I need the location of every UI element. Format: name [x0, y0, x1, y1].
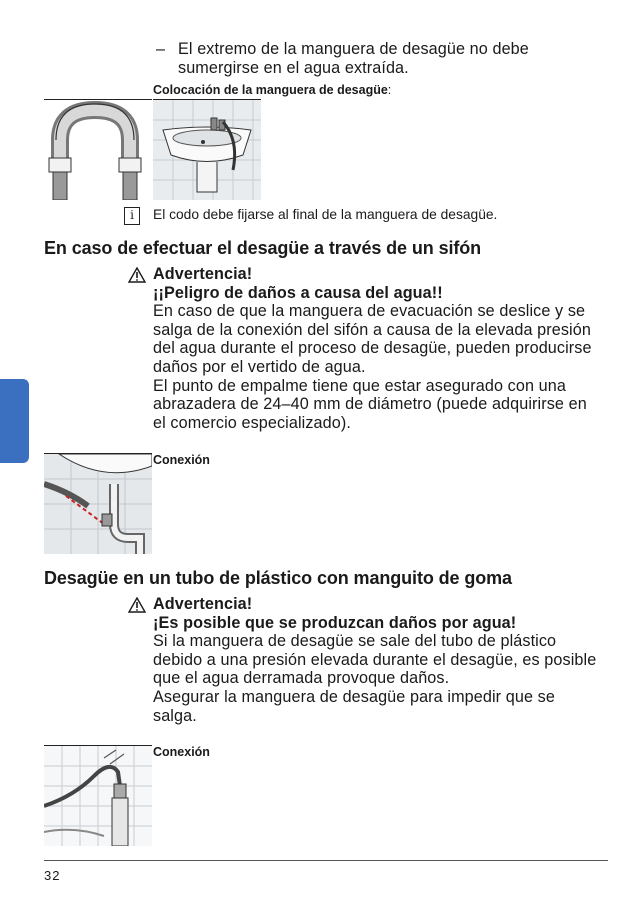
siphon-warning-paragraph-2: El punto de empalme tiene que estar asegurado con una abrazadera de 24–40 mm de diámetro (puede adquirirse en el comercio especializado).	[153, 376, 587, 432]
placement-caption	[153, 83, 391, 97]
siphon-connection-illustration	[44, 454, 152, 554]
siphon-caption: Conexión	[153, 453, 210, 467]
sink-hose-illustration	[153, 100, 261, 200]
dash-bullet: –	[156, 40, 166, 58]
info-text: El codo debe fijarse al final de la manguera de desagüe.	[153, 207, 498, 222]
warning-triangle-icon	[128, 597, 146, 613]
footer-divider	[44, 860, 608, 861]
plastic-pipe-warning-subtitle: ¡Es posible que se produzcan daños por agua!	[153, 613, 517, 632]
figure-hose-elbow	[44, 99, 152, 200]
plastic-pipe-warning-paragraph-1: Si la manguera de desagüe se sale del tubo de plástico debido a una presión elevada durante el desagüe, es posible que el agua derramada provoque daños.	[153, 632, 597, 688]
section-siphon-heading: En caso de efectuar el desagüe a través de un sifón	[44, 238, 482, 258]
plastic-pipe-warning-title: Advertencia!	[153, 595, 253, 613]
plastic-pipe-caption: Conexión	[153, 745, 210, 759]
chapter-tab	[0, 379, 29, 463]
hose-elbow-illustration	[44, 100, 152, 200]
siphon-warning-subtitle: ¡¡Peligro de daños a causa del agua!!	[153, 283, 443, 302]
siphon-warning-paragraph-1: En caso de que la manguera de evacuación se deslice y se salga de la conexión del sifón a causa de la elevada presión del agua durante el proceso de desagüe, pueden producirse daños por el vertido de agua.	[153, 302, 592, 376]
drain-end-note: El extremo de la manguera de desagüe no debe sumergirse en el agua extraída.	[178, 40, 529, 77]
plastic-pipe-connection-illustration	[44, 746, 152, 846]
page-number: 32	[44, 868, 61, 883]
figure-siphon-connection	[44, 453, 152, 554]
siphon-warning-block	[153, 265, 603, 432]
siphon-warning-title: Advertencia!	[153, 265, 253, 283]
info-icon: i	[124, 207, 140, 225]
plastic-pipe-warning-paragraph-2: Asegurar la manguera de desagüe para impedir que se salga.	[153, 687, 555, 725]
section-plastic-pipe-heading: Desagüe en un tubo de plástico con manguito de goma	[44, 568, 512, 588]
figure-plastic-pipe-connection	[44, 745, 152, 846]
plastic-pipe-warning-block	[153, 595, 603, 725]
figure-sink-hose	[153, 99, 261, 200]
warning-triangle-icon	[128, 267, 146, 283]
placement-caption-colon: :	[387, 83, 392, 97]
placement-caption-text: Colocación de la manguera de desagüe	[153, 83, 388, 97]
